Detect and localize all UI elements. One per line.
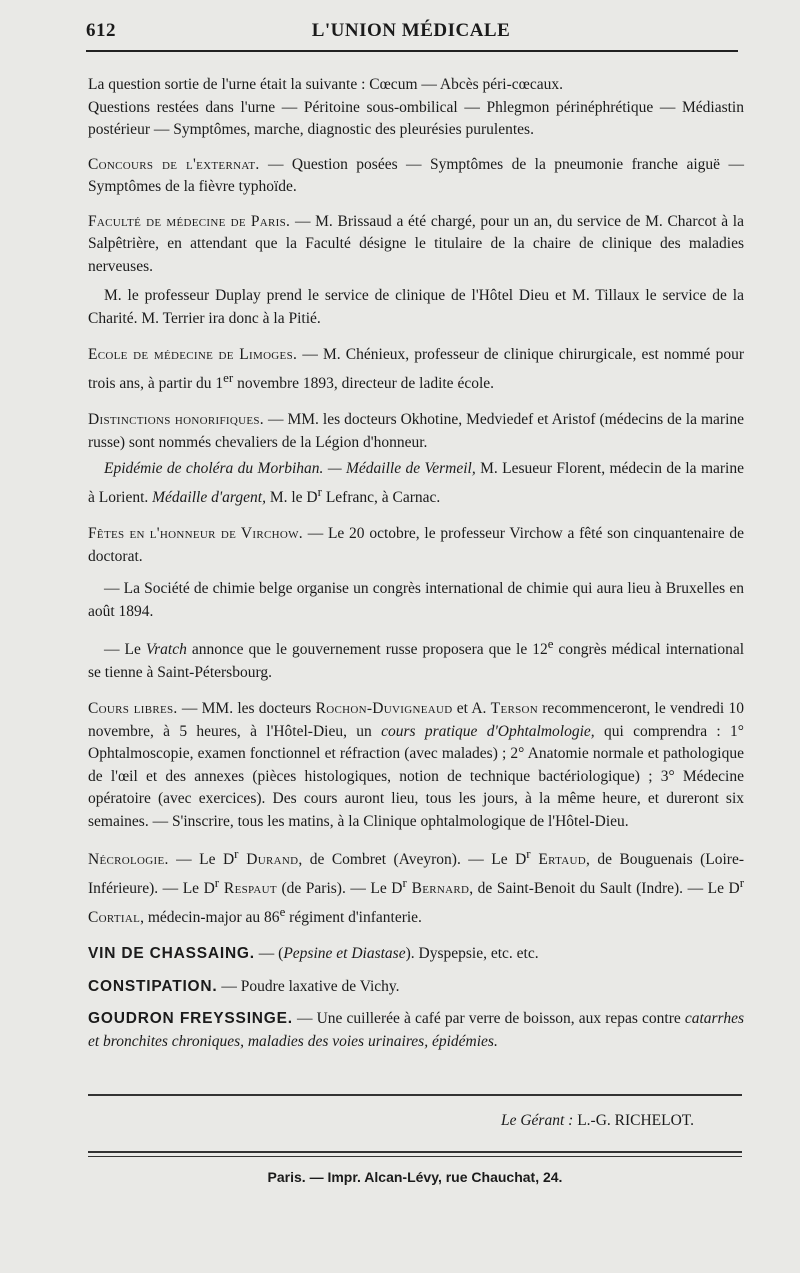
- duplay-paragraph: M. le professeur Duplay prend le service de clinique de l'Hôtel Dieu et M. Tillaux le service de la Charité. M. Terrier ira donc à la Pitié.: [88, 287, 744, 327]
- exam-question-paragraph: La question sortie de l'urne était la suivante : Cœcum — Abcès péri-cœcaux.: [88, 76, 563, 93]
- externat-paragraph: Concours de l'externat. — Question posées — Symptômes de la pneumonie franche aiguë — Symptômes de la fièvre typhoïde.: [88, 155, 744, 195]
- section-lead: Nécrologie.: [88, 851, 169, 869]
- printer-imprint: Paris. — Impr. Alcan-Lévy, rue Chauchat, 24.: [267, 1169, 563, 1185]
- necrologie-paragraph: Nécrologie. — Le $D^r$ Durand, de Combret (Aveyron). — Le $D^r$ Ertaud, de Bouguenais (Loire-Inférieure). — Le $D^r$ Respaut (de Paris). — Le $D^r$ Bernard, de Saint-Benoit du Sault (Indre). — Le $D^r$ Cortial, médecin-major au 86e régiment d'infanterie.: [88, 846, 745, 926]
- section-lead: Faculté de médecine de Paris.: [88, 212, 291, 230]
- remaining-questions-paragraph: Questions restées dans l'urne — Péritoine sous-ombilical — Phlegmon périnéphrétique — Médiastin postérieur — Symptômes, marche, diagnostic des pleurésies purulentes.: [88, 98, 744, 138]
- distinctions-paragraph: Distinctions honorifiques. — MM. les docteurs Okhotine, Medviedef et Aristof (médecins de la marine russe) sont nommés chevaliers de la Légion d'honneur.: [88, 411, 745, 451]
- article-body: [88, 74, 744, 1053]
- footer-rule: [88, 1156, 742, 1157]
- advert-goudron-freyssinge: GOUDRON FREYSSINGE. — Une cuillerée à café par verre de boisson, aux repas contre catarrhes et bronchites chroniques, maladies des voies urinaires, épidémies.: [88, 1010, 744, 1050]
- running-title: L'UNION MÉDICALE: [311, 20, 511, 41]
- vratch-paragraph: — Le Vratch annonce que le gouvernement russe proposera que le 12e congrès médical international se tienne à Saint-Pétersbourg.: [88, 636, 745, 681]
- gerant-signature: Le Gérant : L.-G. RICHELOT.: [500, 1112, 694, 1129]
- section-lead: Concours de l'externat.: [88, 155, 260, 173]
- section-lead: Fêtes en l'honneur de Virchow.: [88, 525, 303, 543]
- advert-title: GOUDRON FREYSSINGE.: [88, 1010, 293, 1028]
- faculty-paragraph: Faculté de médecine de Paris. — M. Brissaud a été chargé, pour un an, du service de M. Charcot à la Salpêtrière, en attendant que la Faculté désigne le titulaire de la chaire de clinique des maladies nerveuses.: [88, 212, 744, 275]
- advert-constipation: CONSTIPATION. — Poudre laxative de Vichy.: [88, 977, 400, 995]
- virchow-paragraph: Fêtes en l'honneur de Virchow. — Le 20 octobre, le professeur Virchow a fêté son cinquantenaire de doctorat.: [88, 525, 744, 565]
- section-lead: Cours libres.: [88, 700, 178, 718]
- limoges-paragraph: Ecole de médecine de Limoges. — M. Chénieux, professeur de clinique chirurgicale, est nommé pour trois ans, à partir du 1er novembre 1893, directeur de ladite école.: [88, 346, 744, 392]
- section-lead: Distinctions honorifiques.: [88, 411, 264, 429]
- advert-title: CONSTIPATION.: [88, 977, 218, 995]
- header-rule: [86, 50, 738, 52]
- chemistry-congress-paragraph: — La Société de chimie belge organise un congrès international de chimie qui aura lieu à Bruxelles en août 1894.: [88, 580, 744, 620]
- cholera-paragraph: Epidémie de choléra du Morbihan. — Médaille de Vermeil, M. Lesueur Florent, médecin de la marine à Lorient. Médaille d'argent, M. le $D^r$ Lefranc, à Carnac.: [88, 460, 744, 506]
- footer-rule: [88, 1094, 742, 1096]
- page-number: 612: [86, 20, 116, 41]
- advert-title: VIN DE CHASSAING.: [88, 945, 255, 963]
- advert-vin-de-chassaing: VIN DE CHASSAING. — (Pepsine et Diastase). Dyspepsie, etc. etc.: [88, 945, 539, 963]
- page-header: [86, 14, 736, 44]
- footer-rule: [88, 1151, 742, 1153]
- cours-libres-paragraph: Cours libres. — MM. les docteurs Rochon-Duvigneaud et A. Terson recommenceront, le vendredi 10 novembre, à 5 heures, à l'Hôtel-Dieu, un cours pratique d'Ophtalmologie, qui comprendra : 1° Ophtalmoscopie, examen fonctionnel et réfraction (avec malades) ; 2° Anatomie normale et pathologique de l'œil et des annexes (pièces histologiques, notion de technique bactériologique) ; 3° Médecine opératoire (avec exercices). Des cours auront lieu, tous les jours, à la même heure, et dureront six semaines. — S'inscrire, tous les matins, à la Clinique ophtalmologique de l'Hôtel-Dieu.: [88, 700, 744, 830]
- section-lead: Ecole de médecine de Limoges.: [88, 346, 298, 363]
